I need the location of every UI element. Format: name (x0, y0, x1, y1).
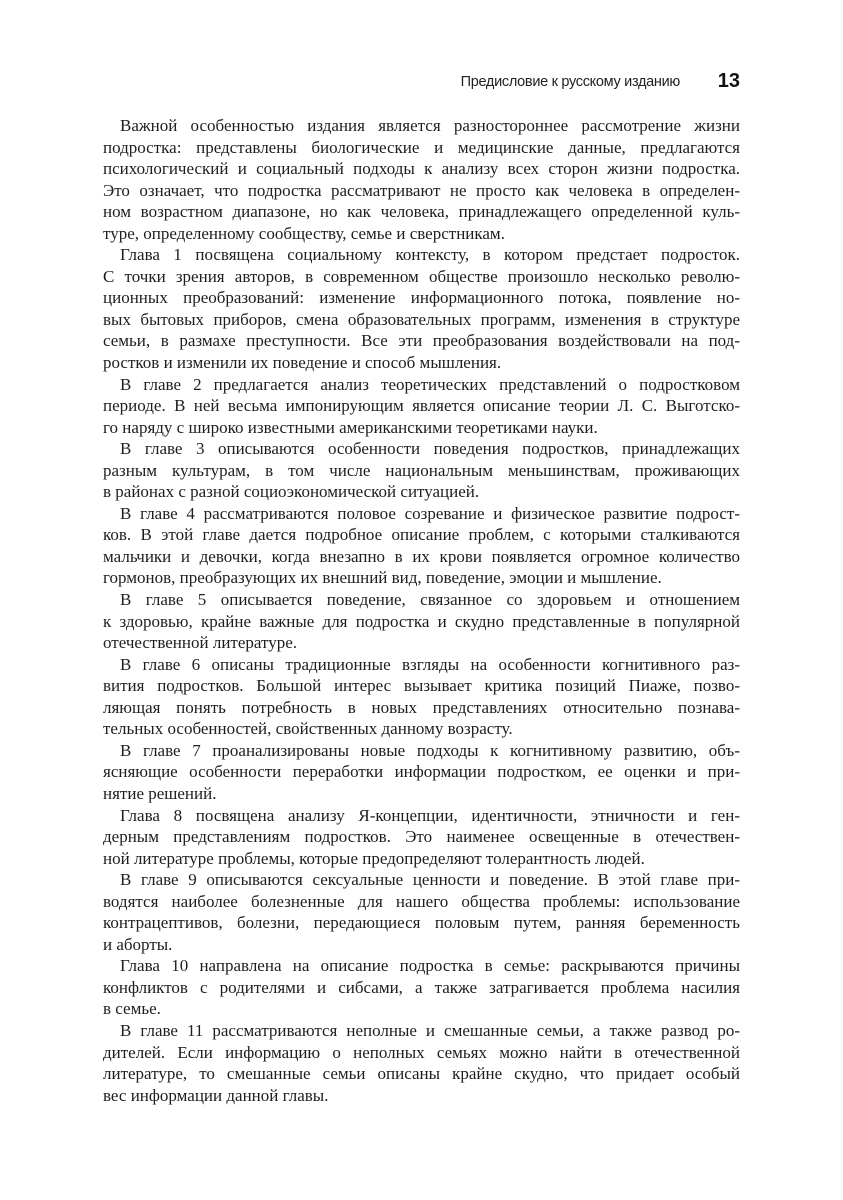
text-line: отечественной литературе. (103, 633, 297, 653)
text-line: гормонов, преобразующих их внешний вид, поведение, эмоции и мышление. (103, 568, 662, 588)
text-line: психологический и социальный подходы к анализу всех сторон жизни подростка. (103, 159, 740, 179)
text-line: В главе 7 проанализированы новые подходы к когнитивному развитию, объ- (120, 740, 740, 760)
text-line: разным культурам, в том числе национальным меньшинствам, проживающих (103, 460, 740, 480)
text-line: дерным представлениям подростков. Это наименее освещенные в отечествен- (103, 827, 740, 847)
text-line: Важной особенностью издания является разностороннее рассмотрение жизни (120, 116, 740, 135)
text-line: Это означает, что подростка рассматривают не просто как человека в определен- (103, 180, 740, 200)
text-line: вых бытовых приборов, смена образовательных программ, изменения в структуре (103, 309, 740, 329)
text-line: нятие решений. (103, 783, 217, 803)
text-line: Глава 1 посвящена социальному контексту, в котором предстает подросток. (120, 245, 740, 265)
text-line: В главе 3 описываются особенности поведения подростков, принадлежащих (120, 439, 740, 459)
text-line: к здоровью, крайне важные для подростка и скудно представленные в популярной (103, 611, 740, 631)
page-number: 13 (717, 70, 740, 92)
text-line: В главе 9 описываются сексуальные ценности и поведение. В этой главе при- (120, 870, 740, 890)
text-line: дителей. Если информацию о неполных семьях можно найти в отечественной (103, 1042, 740, 1062)
text-line: ляющая понять потребность в новых представлениях относительно познава- (103, 697, 740, 717)
paragraph (103, 955, 740, 1020)
running-title: Предисловие к русскому изданию (460, 74, 680, 90)
paragraph (103, 115, 740, 244)
text-line: С точки зрения авторов, в современном обществе произошло несколько револю- (103, 266, 740, 286)
text-line: мальчики и девочки, когда внезапно в их крови появляется огромное количество (103, 546, 740, 566)
paragraph (103, 503, 740, 589)
text-line: туре, определенному сообществу, семье и сверстникам. (103, 223, 505, 243)
text-line: ционных преобразований: изменение информационного потока, появление но- (103, 288, 740, 308)
text-line: В главе 6 описаны традиционные взгляды на особенности когнитивного раз- (120, 654, 740, 674)
text-line: литературе, то смешанные семьи описаны крайне скудно, что придает особый (103, 1064, 740, 1084)
text-line: Глава 10 направлена на описание подростка в семье: раскрываются причины (120, 956, 740, 976)
text-line: ной литературе проблемы, которые предопределяют толерантность людей. (103, 848, 645, 868)
paragraph (103, 869, 740, 955)
paragraph (103, 654, 740, 740)
text-line: В главе 2 предлагается анализ теоретических представлений о подростковом (120, 374, 740, 394)
text-line: в семье. (103, 999, 161, 1019)
text-line: Глава 8 посвящена анализу Я-концепции, идентичности, этничности и ген- (120, 805, 740, 825)
paragraph (103, 244, 740, 373)
text-line: ростков и изменили их поведение и способ мышления. (103, 353, 502, 373)
text-line: го наряду с широко известными американскими теоретиками науки. (103, 417, 598, 437)
text-line: В главе 11 рассматриваются неполные и смешанные семьи, а также развод ро- (120, 1020, 740, 1040)
paragraph (103, 589, 740, 654)
text-line: семьи, в размахе преступности. Все эти преобразования воздействовали на под- (103, 331, 740, 351)
body-text (103, 115, 740, 1106)
page-header (103, 70, 740, 96)
text-line: ясняющие особенности переработки информации подростком, ее оценки и при- (103, 762, 740, 782)
text-line: подростка: представлены биологические и медицинские данные, предлагаются (103, 137, 740, 157)
paragraph (103, 740, 740, 805)
text-line: вития подростков. Большой интерес вызывает критика позиций Пиаже, позво- (103, 676, 740, 696)
text-line: в районах с разной социоэкономической ситуацией. (103, 482, 480, 502)
text-line: конфликтов с родителями и сибсами, а также затрагивается проблема насилия (103, 977, 740, 997)
text-line: ном возрастном диапазоне, но как человека, принадлежащего определенной куль- (103, 202, 740, 222)
paragraph (103, 374, 740, 439)
text-line: ков. В этой главе дается подробное описание проблем, с которыми сталкиваются (103, 525, 740, 545)
text-line: тельных особенностей, свойственных данному возрасту. (103, 719, 513, 739)
text-line: и аборты. (103, 934, 173, 954)
paragraph (103, 438, 740, 503)
paragraph (103, 1020, 740, 1106)
text-line: периоде. В ней весьма импонирующим является описание теории Л. С. Выготско- (103, 396, 740, 416)
text-line: В главе 5 описывается поведение, связанное со здоровьем и отношением (120, 590, 740, 610)
paragraph (103, 805, 740, 870)
text-line: В главе 4 рассматриваются половое созревание и физическое развитие подрост- (120, 503, 740, 523)
text-line: водятся наиболее болезненные для нашего общества проблемы: использование (103, 891, 740, 911)
text-line: вес информации данной главы. (103, 1085, 329, 1105)
text-line: контрацептивов, болезни, передающиеся половым путем, ранняя беременность (103, 913, 740, 933)
